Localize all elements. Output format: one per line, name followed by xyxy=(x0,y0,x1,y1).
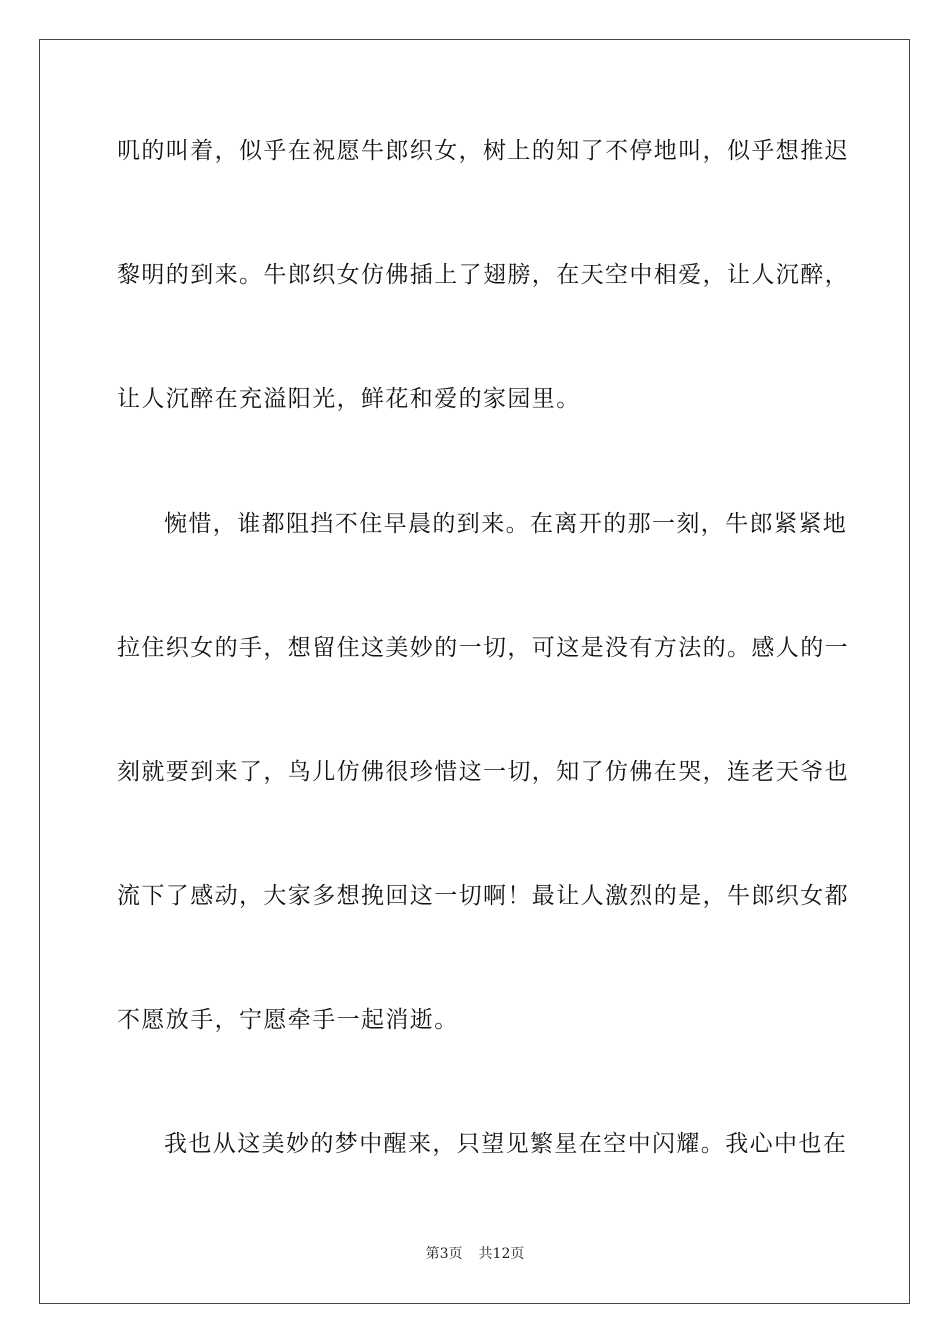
page-number: 第3页 xyxy=(425,1246,463,1262)
text-line-9: 我也从这美妙的梦中醒来，只望见繁星在空中闪耀。我心中也在 xyxy=(164,1131,848,1157)
text-line-2: 黎明的到来。牛郎织女仿佛插上了翅膀，在天空中相爱，让人沉醉， xyxy=(117,262,849,288)
page-border xyxy=(39,39,910,1304)
text-line-4: 惋惜，谁都阻挡不住早晨的到来。在离开的那一刻，牛郎紧紧地 xyxy=(164,511,848,537)
page-total: 共12页 xyxy=(478,1246,525,1262)
text-line-6: 刻就要到来了，鸟儿仿佛很珍惜这一切，知了仿佛在哭，连老天爷也 xyxy=(117,759,849,785)
text-line-7: 流下了感动，大家多想挽回这一切啊！最让人激烈的是，牛郎织女都 xyxy=(117,883,849,909)
text-line-5: 拉住织女的手，想留住这美妙的一切，可这是没有方法的。感人的一 xyxy=(117,635,849,661)
page-footer xyxy=(0,1244,950,1264)
text-line-8: 不愿放手，宁愿牵手一起消逝。 xyxy=(117,1007,459,1033)
text-line-1: 叽的叫着，似乎在祝愿牛郎织女，树上的知了不停地叫，似乎想推迟 xyxy=(117,138,849,164)
text-line-3: 让人沉醉在充溢阳光，鲜花和爱的家园里。 xyxy=(117,386,581,412)
